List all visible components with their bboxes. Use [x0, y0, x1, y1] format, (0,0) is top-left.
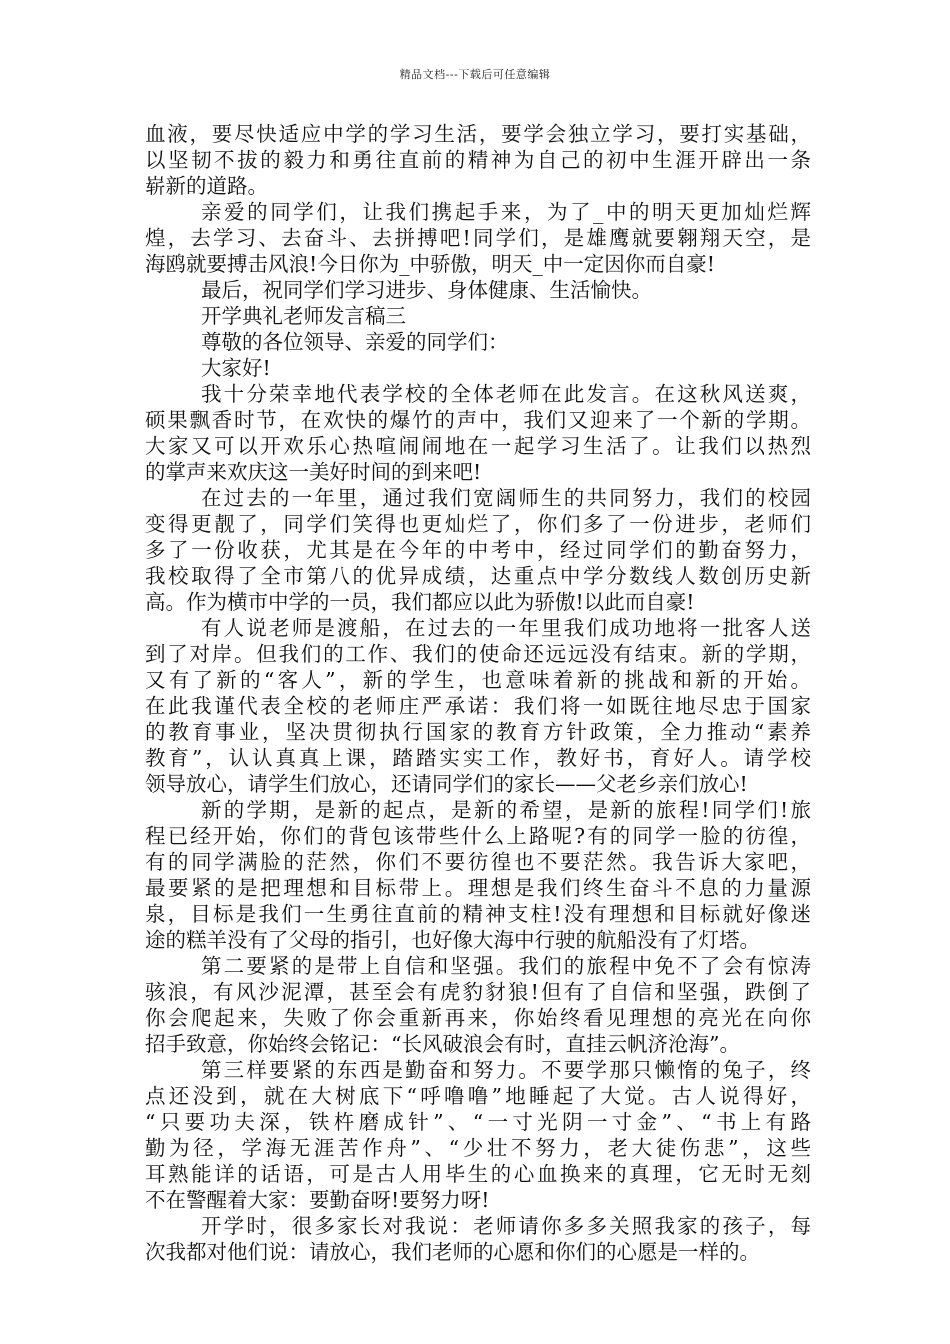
text-line: 的教育事业，坚决贯彻执行国家的教育方针政策，全力推动“素养 — [145, 720, 811, 744]
text-line: 我十分荣幸地代表学校的全体老师在此发言。在这秋风送爽， — [201, 382, 811, 406]
text-line: 你会爬起来，失败了你会重新再来，你始终看见理想的亮光在向你 — [145, 1006, 811, 1030]
text-line: 亲爱的同学们，让我们携起手来，为了_中的明天更加灿烂辉 — [201, 200, 811, 224]
text-line: 次我都对他们说：请放心，我们老师的心愿和你们的心愿是一样的。 — [145, 1240, 760, 1264]
text-line: 新的学期，是新的起点，是新的希望，是新的旅程!同学们!旅 — [201, 798, 811, 822]
text-line: 第三样要紧的东西是勤奋和努力。不要学那只懒惰的兔子，终 — [201, 1058, 811, 1082]
text-line: 血液，要尽快适应中学的学习生活，要学会独立学习，要打实基础， — [145, 122, 811, 146]
text-line: 在过去的一年里，通过我们宽阔师生的共同努力，我们的校园 — [201, 486, 811, 510]
text-line: 不在警醒着大家：要勤奋呀!要努力呀! — [145, 1188, 490, 1212]
text-line: 有人说老师是渡船，在过去的一年里我们成功地将一批客人送 — [201, 616, 811, 640]
text-line: 勤为径，学海无涯苦作舟”、“少壮不努力，老大徒伤悲”，这些 — [145, 1136, 811, 1160]
text-line: 点还没到，就在大树底下“呼噜噜”地睡起了大觉。古人说得好， — [145, 1084, 811, 1108]
text-line: 煌，去学习、去奋斗、去拼搏吧!同学们，是雄鹰就要翱翔天空，是 — [145, 226, 811, 250]
text-line: 又有了新的“客人”，新的学生，也意味着新的挑战和新的开始。 — [145, 668, 811, 692]
text-line: “只要功夫深，铁杵磨成针”、“一寸光阴一寸金”、“书上有路 — [145, 1110, 811, 1134]
text-line: 招手致意，你始终会铭记：“长风破浪会有时，直挂云帆济沧海”。 — [145, 1032, 740, 1056]
text-line: 最要紧的是把理想和目标带上。理想是我们终生奋斗不息的力量源 — [145, 876, 811, 900]
document-body — [145, 121, 811, 1265]
text-line: 变得更靓了，同学们笑得也更灿烂了，你们多了一份进步，老师们 — [145, 512, 811, 536]
text-line: 尊敬的各位领导、亲爱的同学们： — [201, 330, 509, 354]
text-line: 多了一份收获，尤其是在今年的中考中，经过同学们的勤奋努力， — [145, 538, 811, 562]
text-line: 领导放心，请学生们放心，还请同学们的家长——父老乡亲们放心! — [145, 772, 748, 796]
text-line: 高。作为横市中学的一员，我们都应以此为骄傲!以此而自豪! — [145, 590, 695, 614]
text-line: 骇浪，有风沙泥潭，甚至会有虎豹豺狼!但有了自信和坚强，跌倒了 — [145, 980, 811, 1004]
text-line: 耳熟能详的话语，可是古人用毕生的心血换来的真理，它无时无刻 — [145, 1162, 811, 1186]
text-line: 最后，祝同学们学习进步、身体健康、生活愉快。 — [201, 278, 652, 302]
text-line: 大家好! — [201, 356, 271, 380]
text-line: 泉，目标是我们一生勇往直前的精神支柱!没有理想和目标就好像迷 — [145, 902, 811, 926]
text-line: 的掌声来欢庆这一美好时间的到来吧! — [145, 460, 482, 484]
text-line: 大家又可以开欢乐心热喧闹闹地在一起学习生活了。让我们以热烈 — [145, 434, 811, 458]
text-line: 以坚韧不拔的毅力和勇往直前的精神为自己的初中生涯开辟出一条 — [145, 148, 811, 172]
text-line: 崭新的道路。 — [145, 174, 268, 198]
text-line: 教育”，认认真真上课，踏踏实实工作，教好书，育好人。请学校 — [145, 746, 811, 770]
text-line: 第二要紧的是带上自信和坚强。我们的旅程中免不了会有惊涛 — [201, 954, 811, 978]
text-line: 开学典礼老师发言稿三 — [201, 304, 406, 328]
text-line: 途的糕羊没有了父母的指引，也好像大海中行驶的航船没有了灯塔。 — [145, 928, 760, 952]
text-line: 硕果飘香时节，在欢快的爆竹的声中，我们又迎来了一个新的学期。 — [145, 408, 811, 432]
text-line: 我校取得了全市第八的优异成绩，达重点中学分数线人数创历史新 — [145, 564, 811, 588]
text-line: 到了对岸。但我们的工作、我们的使命还远远没有结束。新的学期， — [145, 642, 811, 666]
text-line: 开学时，很多家长对我说：老师请你多多关照我家的孩子，每 — [201, 1214, 811, 1238]
page-header: 精品文档---下载后可任意编辑 — [399, 68, 551, 81]
text-line: 海鸥就要搏击风浪!今日你为_中骄傲，明天_中一定因你而自豪! — [145, 252, 715, 276]
text-line: 程已经开始，你们的背包该带些什么上路呢?有的同学一脸的彷徨， — [145, 824, 811, 848]
text-line: 在此我谨代表全校的老师庄严承诺：我们将一如既往地尽忠于国家 — [145, 694, 811, 718]
text-line: 有的同学满脸的茫然，你们不要彷徨也不要茫然。我告诉大家吧， — [145, 850, 811, 874]
